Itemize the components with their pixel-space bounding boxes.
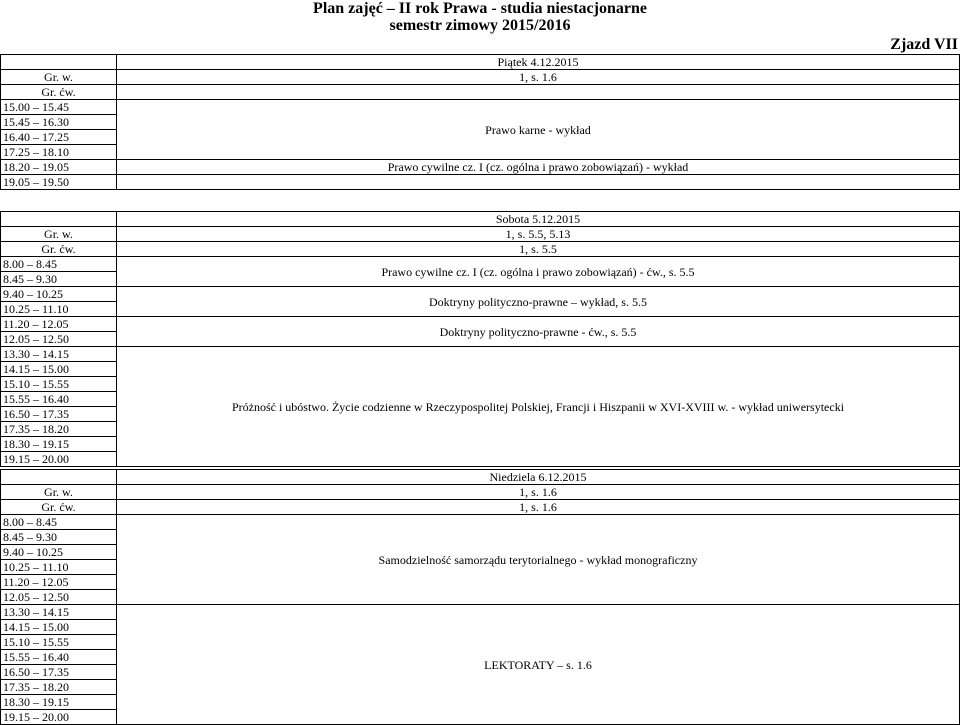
class-entry: Prawo cywilne cz. I (cz. ogólna i prawo zobowiązań) - ćw., s. 5.5 [117,257,960,287]
time-slot: 8.45 – 9.30 [1,272,117,287]
group-row [1,70,960,85]
time-row [1,347,960,362]
document-header [0,0,960,54]
group-room: 1, s. 1.6 [117,485,960,500]
time-slot: 9.40 – 10.25 [1,545,117,560]
class-entry: Samodzielność samorządu terytorialnego - wykład monograficzny [117,515,960,605]
group-room: 1, s. 5.5 [117,242,960,257]
time-slot: 17.35 – 18.20 [1,680,117,695]
time-slot: 11.20 – 12.05 [1,575,117,590]
time-slot: 16.40 – 17.25 [1,130,117,145]
time-slot: 18.30 – 19.15 [1,437,117,452]
time-slot: 16.50 – 17.35 [1,665,117,680]
group-room: 1, s. 5.5, 5.13 [117,227,960,242]
class-entry: Doktryny polityczno-prawne – wykład, s. 5.5 [117,287,960,317]
time-slot: 10.25 – 11.10 [1,560,117,575]
time-slot: 15.00 – 15.45 [1,100,117,115]
time-slot: 17.35 – 18.20 [1,422,117,437]
group-label: Gr. w. [1,70,117,85]
time-slot: 13.30 – 14.15 [1,605,117,620]
time-slot: 8.00 – 8.45 [1,257,117,272]
group-row [1,485,960,500]
time-row [1,515,960,530]
time-slot: 15.45 – 16.30 [1,115,117,130]
time-slot: 9.40 – 10.25 [1,287,117,302]
page-title: Plan zajęć – II rok Prawa - studia niestacjonarne [313,0,647,17]
day-title-row [1,470,960,485]
schedule-table-saturday [0,211,960,467]
schedule-table-friday [0,54,960,190]
semester-subtitle: semestr zimowy 2015/2016 [389,17,571,34]
day-title: Sobota 5.12.2015 [117,212,960,227]
class-entry: Doktryny polityczno-prawne - ćw., s. 5.5 [117,317,960,347]
group-label: Gr. ćw. [1,85,117,100]
time-slot: 19.05 – 19.50 [1,175,117,190]
time-slot: 14.15 – 15.00 [1,362,117,377]
class-entry: Próżność i ubóstwo. Życie codzienne w Rzeczypospolitej Polskiej, Francji i Hiszpanii w XVI-XVIII w. - wykład uniwersytecki [117,347,960,467]
group-row [1,85,960,100]
day-title-row [1,55,960,70]
time-row [1,100,960,115]
class-entry: Prawo cywilne cz. I (cz. ogólna i prawo zobowiązań) - wykład [117,160,960,175]
time-row [1,605,960,620]
time-row [1,160,960,175]
group-room: 1, s. 1.6 [117,500,960,515]
day-title: Piątek 4.12.2015 [117,55,960,70]
time-slot: 10.25 – 11.10 [1,302,117,317]
time-slot: 15.10 – 15.55 [1,635,117,650]
group-row [1,227,960,242]
time-slot: 15.10 – 15.55 [1,377,117,392]
time-slot: 12.05 – 12.50 [1,332,117,347]
time-slot: 19.15 – 20.00 [1,452,117,467]
time-slot: 15.55 – 16.40 [1,650,117,665]
time-slot: 19.15 – 20.00 [1,710,117,725]
time-row [1,257,960,272]
time-slot: 8.00 – 8.45 [1,515,117,530]
class-entry: Prawo karne - wykład [117,100,960,160]
time-row [1,175,960,190]
schedule-table-sunday [0,469,960,725]
time-slot: 12.05 – 12.50 [1,590,117,605]
time-slot: 15.55 – 16.40 [1,392,117,407]
group-room: 1, s. 1.6 [117,70,960,85]
time-slot: 18.30 – 19.15 [1,695,117,710]
day-title: Niedziela 6.12.2015 [117,470,960,485]
group-row [1,500,960,515]
group-label: Gr. w. [1,227,117,242]
time-slot: 17.25 – 18.10 [1,145,117,160]
group-room [117,85,960,100]
group-label: Gr. w. [1,485,117,500]
group-label: Gr. ćw. [1,242,117,257]
group-row [1,242,960,257]
day-title-row [1,212,960,227]
class-entry: LEKTORATY – s. 1.6 [117,605,960,725]
time-slot: 14.15 – 15.00 [1,620,117,635]
time-row [1,317,960,332]
time-slot: 16.50 – 17.35 [1,407,117,422]
time-row [1,287,960,302]
time-slot: 8.45 – 9.30 [1,530,117,545]
time-slot: 13.30 – 14.15 [1,347,117,362]
group-label: Gr. ćw. [1,500,117,515]
time-slot: 18.20 – 19.05 [1,160,117,175]
session-label: Zjazd VII [890,36,958,53]
time-slot: 11.20 – 12.05 [1,317,117,332]
